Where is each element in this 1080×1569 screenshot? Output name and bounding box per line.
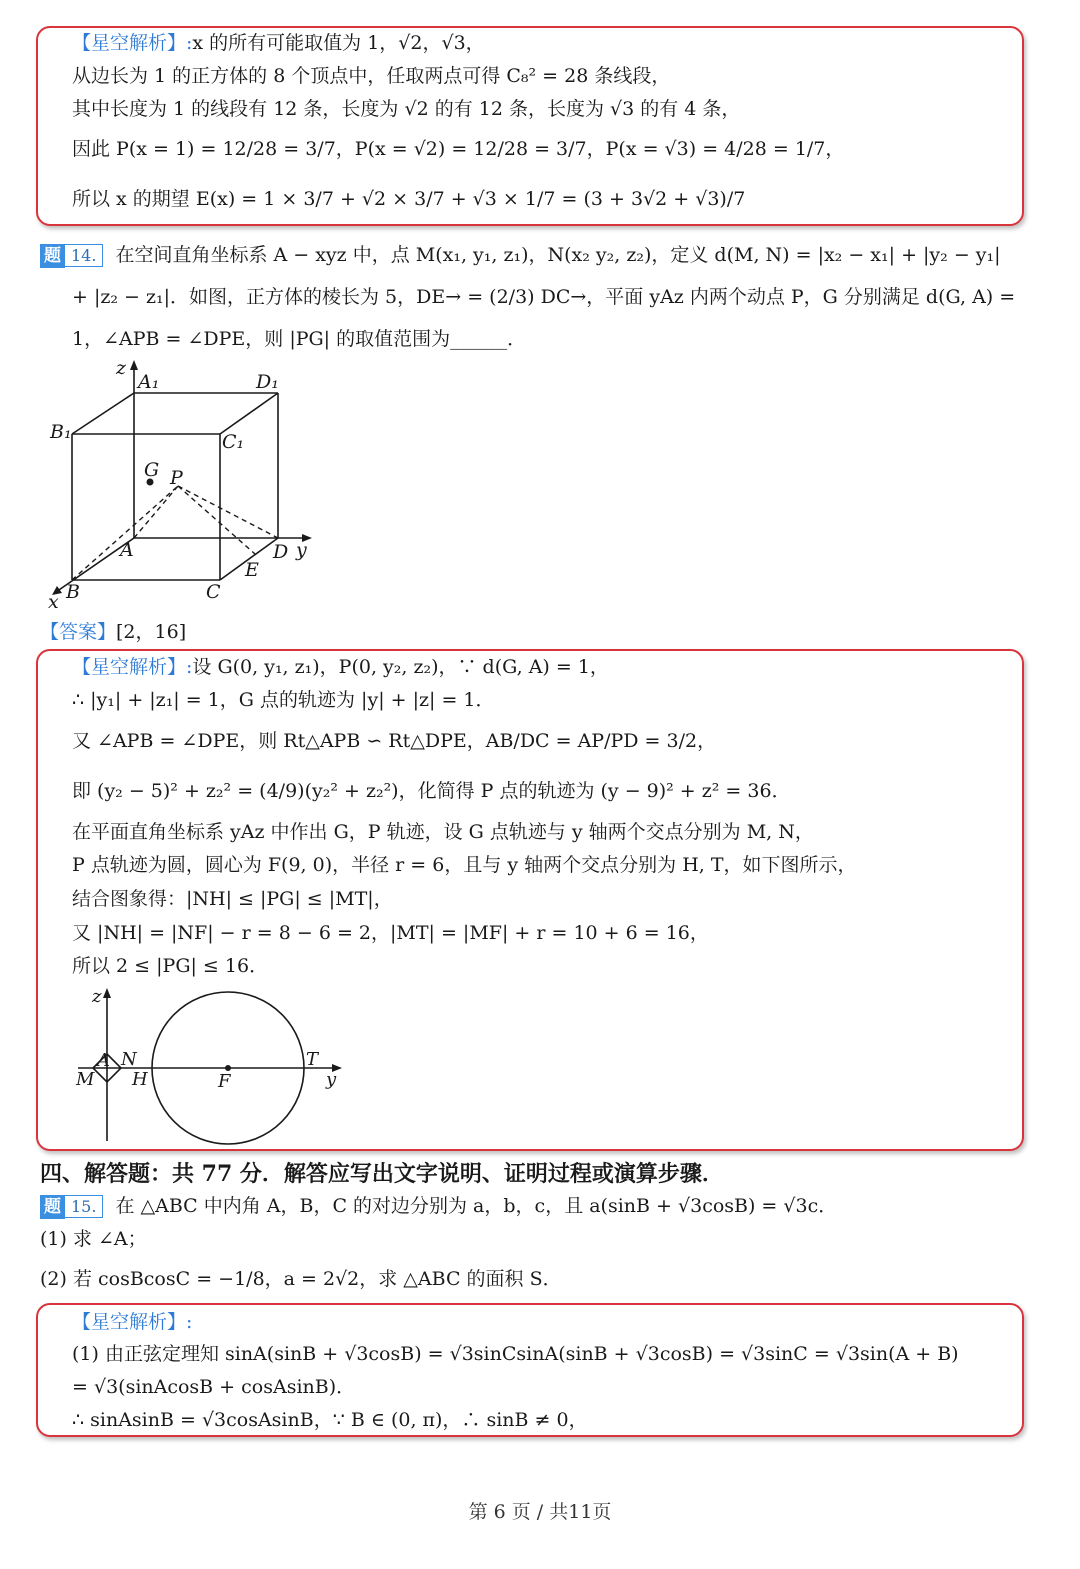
label-z: z <box>116 358 127 379</box>
answer-line <box>40 619 186 645</box>
section-heading: 四、解答题：共 77 分．解答应写出文字说明、证明过程或演算步骤． <box>40 1161 724 1187</box>
question-number: 14. <box>65 244 103 267</box>
analysis-line: 其中长度为 1 的线段有 12 条，长度为 √2 的有 12 条，长度为 √3 的有 4 条， <box>72 98 741 120</box>
label-e: E <box>245 559 259 581</box>
analysis-line: 又 |NH| = |NF| − r = 8 − 6 = 2，|MT| = |MF| + r = 10 + 6 = 16， <box>72 922 709 944</box>
label-a: A <box>120 539 134 561</box>
label-c: C <box>206 581 221 603</box>
cube-edge <box>220 393 278 434</box>
label-d1: D₁ <box>256 371 279 393</box>
label-p: P <box>170 467 183 489</box>
analysis-line: 结合图象得：|NH| ≤ |PG| ≤ |MT|， <box>72 888 393 910</box>
question-number: 15. <box>65 1195 103 1218</box>
question-14-line-1: 题 14. 在空间直角坐标系 A − xyz 中，点 M(x₁, y₁, z₁)，N(x₂ y₂, z₂)，定义 d(M, N) = |x₂ − x₁| + |y₂ − y₁| <box>40 242 1001 268</box>
label-b1: B₁ <box>50 421 72 443</box>
graph-label-f: F <box>218 1071 231 1092</box>
analysis-line: = √3(sinAcosB + cosAsinB)． <box>72 1376 356 1398</box>
analysis-line: 【星空解析】:x 的所有可能取值为 1，√2，√3， <box>72 32 485 54</box>
question-15-line-2: (1) 求 ∠A； <box>40 1228 147 1250</box>
analysis-line: 即 (y₂ − 5)² + z₂² = (4/9)(y₂² + z₂²)，化简得 P 点的轨迹为 (y − 9)² + z² = 36． <box>72 780 791 802</box>
question-14-line-2: + |z₂ − z₁|．如图，正方体的棱长为 5，DE→ = (2/3) DC→，平面 yAz 内两个动点 P，G 分别满足 d(G, A) = <box>72 286 1016 308</box>
page-footer: 第 6 页 / 共11页 <box>468 1501 612 1523</box>
analysis-line: 【星空解析】:设 G(0, y₁, z₁)，P(0, y₂, z₂)，∵ d(G, A) = 1， <box>72 656 609 678</box>
cube-figure <box>40 358 340 613</box>
analysis-line: ∴ sinAsinB = √3cosAsinB，∵ B ∈ (0, π)，∴ sinB ≠ 0， <box>72 1409 588 1431</box>
analysis-tag: 【星空解析】: <box>72 1311 193 1333</box>
graph-label-a: A <box>97 1050 110 1071</box>
analysis-line: P 点轨迹为圆，圆心为 F(9, 0)，半径 r = 6，且与 y 轴两个交点分别为 H, T，如下图所示， <box>72 854 857 876</box>
analysis-line: 又 ∠APB = ∠DPE，则 Rt△APB ∽ Rt△DPE，AB/DC = AP/PD = 3/2， <box>72 730 717 752</box>
analysis-line: 因此 P(x = 1) = 12/28 = 3/7，P(x = √2) = 12/28 = 3/7，P(x = √3) = 4/28 = 1/7， <box>72 138 845 160</box>
graph-label-z: z <box>92 986 102 1007</box>
graph-label-y: y <box>326 1069 337 1090</box>
graph-label-m: M <box>76 1069 95 1090</box>
answer-tag: 【答案】 <box>40 621 117 643</box>
label-y: y <box>296 539 307 561</box>
question-badge: 题 <box>40 244 65 268</box>
cube-edge <box>72 393 134 434</box>
label-d: D <box>273 541 289 563</box>
dashed-segment <box>72 486 178 580</box>
analysis-tag: 【星空解析】: <box>72 32 193 54</box>
analysis-line: 所以 2 ≤ |PG| ≤ 16． <box>72 955 269 977</box>
question-15-line-3: (2) 若 cosBcosC = −1/8，a = 2√2，求 △ABC 的面积 S． <box>40 1268 562 1290</box>
label-b: B <box>66 581 80 603</box>
z-arrow <box>130 360 138 370</box>
analysis-line: 在平面直角坐标系 yAz 中作出 G，P 轨迹，设 G 点轨迹与 y 轴两个交点分别为 M, N， <box>72 821 814 843</box>
question-badge: 题 <box>40 1195 65 1219</box>
analysis-line: 所以 x 的期望 E(x) = 1 × 3/7 + √2 × 3/7 + √3 × 1/7 = (3 + 3√2 + √3)/7 <box>72 188 746 210</box>
circle-graph <box>70 986 350 1146</box>
label-a1: A₁ <box>138 371 160 393</box>
question-15-line-1: 题 15. 在 △ABC 中内角 A，B，C 的对边分别为 a，b，c，且 a(sinB + √3cosB) = √3c． <box>40 1193 837 1219</box>
answer-value: [2，16] <box>116 621 187 643</box>
label-g: G <box>144 459 160 481</box>
analysis-tag: 【星空解析】: <box>72 656 193 678</box>
label-x: x <box>48 591 59 613</box>
graph-label-t: T <box>306 1049 319 1070</box>
analysis-line: (1) 由正弦定理知 sinA(sinB + √3cosB) = √3sinCsinA(sinB + √3cosB) = √3sinC = √3sin(A + B) <box>72 1343 959 1365</box>
graph-z-arrow <box>103 988 111 998</box>
analysis-line: ∴ |y₁| + |z₁| = 1，G 点的轨迹为 |y| + |z| = 1． <box>72 689 495 711</box>
dashed-segment <box>134 486 178 538</box>
label-c1: C₁ <box>222 431 245 453</box>
question-14-line-3: 1，∠APB = ∠DPE，则 |PG| 的取值范围为______． <box>72 328 527 350</box>
analysis-line: 从边长为 1 的正方体的 8 个顶点中，任取两点可得 C₈² = 28 条线段， <box>72 65 671 87</box>
graph-label-n: N <box>121 1049 137 1070</box>
graph-label-h: H <box>132 1069 148 1090</box>
